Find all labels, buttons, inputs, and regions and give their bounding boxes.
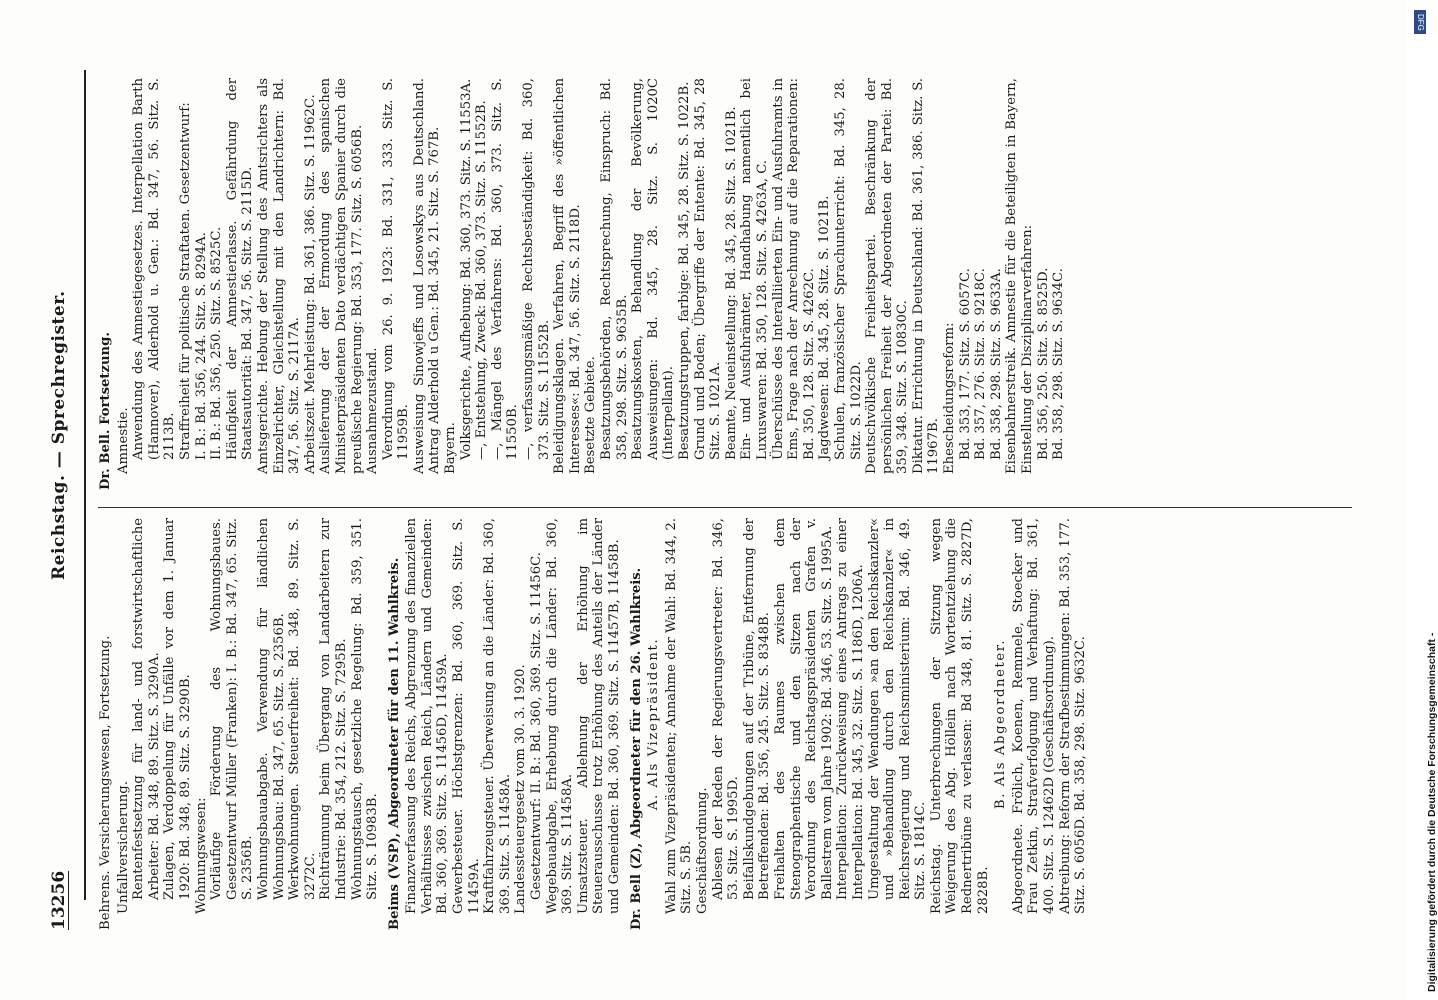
sub-entry: Ausnahmezustand. [365,347,381,474]
sub-entry: Werkwohnungen. Steuerfreiheit: Bd. 348, 89. Sitz. S. 3272C. [287,518,318,900]
sub-entry: Arbeitszeit. Mehrleistung: Bd. 361, 386. Sitz. S. 11962C. [302,94,318,474]
page-header [42,60,88,940]
sub-entry: Besatzungskosten, Behandlung der Bevölkerung, Ausweisungen: Bd. 345, 28. Sitz. S. 1020C (Interpellant). [630,78,677,460]
sub-entry: I. B.: Bd. 356, 244. Sitz. S. 8294A. [193,232,209,460]
sub-entry: Wahl zum Vizepräsidenten; Annahme der Wahl: Bd. 344, 2. Sitz. S. 5B. [663,518,695,914]
sub-entry: Geschäftsordnung. [694,787,710,914]
sub-entry: Bd. 356, 250. Sitz. S. 8525D. [1035,267,1051,460]
sub-entry: Amnestie. [115,407,131,474]
sub-entry: Schulen, französischer Sprachunterricht: Bd. 345, 28. Sitz. S. 1022D. [832,78,864,460]
header-rule [84,70,86,900]
sub-entry: Finanzverfassung des Reichs, Abgrenzung des finanziellen Verhältnisses zwischen Reich, Ländern und Gemeinden: Bd. 360, 369. Sitz. S. 11456D, 11459A. [404,518,451,914]
sub-entry: Umsatzsteuer. Ablehnung der Erhöhung im Steuerausschusse trotz Erhöhung des Anteils der Länder und Gemeinden: Bd. 360, 369. Sitz. S. 11457B, 11458B. [575,518,622,914]
sub-entry: Verordnung vom 26. 9. 1923: Bd. 331, 333. Sitz. S. 11959B. [380,78,412,460]
sub-entry: Ehescheidungsreform: [942,322,958,474]
sub-entry: Ausweisung Sinowjeffs und Losowskys aus Deutschland. Antrag Alderhold u Gen.: Bd. 345, 21. Sitz. S. 767B. [411,78,443,474]
right-column [98,78,1067,490]
section-heading: B. Als Abgeordneter. [993,638,1009,810]
sub-entry: Besatzungsbehörden, Rechtsprechung, Einspruch: Bd. 358, 298. Sitz. S. 9635B. [599,78,630,460]
entry-bell: Dr. Bell (Z), Abgeordneter für den 26. Wahlkreis. [628,567,644,930]
sub-entry: Abtreibung: Reform der Strafbestimmungen: Bd. 353, 177. Sitz. S. 6056D. Bd. 358, 298. Sitz. 9632C. [1057,518,1089,914]
sub-entry: Umgestaltung der Wendungen »an den Reichskanzler« und »Behandlung durch den Reichskanzler« in Reichsregierung und Reichsministerium: Bd. 346, 49. Sitz. S. 1814C. [866,518,929,900]
digitization-note: Digitalisierung gefördert durch die Deutsche Forschungsgemeinschaft - [1426,632,1438,992]
sub-entry: Landessteuergesetz vom 30. 3. 1920. [513,664,529,914]
sub-entry: Häufigkeit der Amnestierlasse. Gefährdung der Staatsautorität: Bd. 347, 56. Sitz. S. 2115D. [224,78,256,460]
sub-entry: Diktatur. Errichtung in Deutschland: Bd. 361, 386. Sitz. S. 11967B. [910,78,942,474]
sub-entry: Wohnungstausch, gesetzliche Regelung: Bd. 359, 351. Sitz. S. 10983B. [349,518,381,900]
sub-entry: Bd. 358, 298. Sitz. S. 9634C. [1051,268,1067,460]
sub-entry: Bd. 358, 298. Sitz. S. 9633A. [988,268,1004,460]
section-heading: A. Als Vizepräsident. [646,637,662,811]
sub-entry: Grund und Boden; Übergriffe der Entente: Bd. 345, 28 Sitz. S. 1021A. [692,78,724,460]
sub-entry: —, verfassungsmäßige Rechtsbeständigkeit: Bd. 360, 373. Sitz. S. 11552B. [521,78,552,460]
entry-bell-continued: Dr. Bell. Fortsetzung. [98,332,113,490]
sub-entry: Bd. 357, 276. Sitz. S. 9218C. [973,268,989,460]
sub-entry: Kraftfahrzeugsteuer. Überweisung an die Länder: Bd. 360, 369. Sitz. S. 11458A. [482,518,513,914]
sub-entry: Bayern. [443,422,459,474]
running-title: Reichstag. — Sprechregister. [49,290,69,580]
sub-entry: Wohnungswesen: [193,797,209,914]
dfg-logo-icon: DFG [1414,10,1426,34]
sub-entry: Besetzte Gebiete. [583,356,599,474]
sub-entry: Vorläufige Förderung des Wohnungsbaues. Gesetzentwurf Müller (Franken): I. B.: Bd. 347, 65. Sitz. S. 2356B. [209,518,256,900]
sub-entry: Wohnungsbauabgabe. Verwendung für ländlichen Wohnungsbau: Bd. 347, 65. Sitz. S. 2356B. [255,518,287,900]
sub-entry: Gesetzentwurf: II. B.: Bd. 360, 369. Sitz. S. 11456C. [529,552,545,900]
sub-entry: Ablesen der Reden der Regierungsvertreter: Bd. 346, 53. Sitz. S. 1995D. [710,518,742,900]
sub-entry: Eisenbahnerstreik. Amnestie für die Beteiligten in Bayern, Einstellung der Disziplinarverfahren: [1004,78,1036,474]
sub-entry: Bd. 353, 177. Sitz. S. 6057C. [957,268,973,460]
sub-entry: Wegebauabgabe, Erhebung durch die Länder: Bd. 360, 369. Sitz. S. 11458A. [544,518,576,914]
sub-entry: Interpellation: Zurückweisung eines Antrags zu einer Interpellation: Bd. 345, 32. Sitz. S. 1186D, 1206A. [835,518,866,900]
sub-entry: Richträumung beim Übergang von Landarbeitern zur Industrie: Bd. 354, 212. Sitz. S. 7295B. [318,518,349,900]
sub-entry: Gewerbesteuer. Höchstgrenzen: Bd. 360, 369. Sitz. S. 11459A. [451,518,482,914]
sub-entry: Besatzungstruppen, farbige: Bd. 345, 28. Sitz. S. 1022B. [676,81,692,460]
page-number: 13256 [49,870,69,930]
sub-entry: Deutschvölkische Freiheitspartei. Beschränkung der persönlichen Freiheit der Abgeordneten der Partei: Bd. 359, 348. Sitz. S. 10830C. [864,78,911,474]
sub-entry: Auslieferung der der Ermordung des spanischen Ministerpräsidenten Dato verdächtigen Spanier durch die preußische Regierung: Bd. 353, 177. Sitz. S. 6056B. [318,78,365,474]
margin-strip [1406,0,1438,1000]
sub-entry: —, Entstehung, Zweck: Bd. 360, 373. Sitz. S. 11552B. [474,100,490,460]
sub-entry: Unfallversicherung. [115,781,131,914]
sub-entry: Volksgerichte, Aufhebung: Bd. 360, 373. Sitz. S. 11553A. [458,78,474,460]
sub-entry: Reichstag. Unterbrechungen der Sitzung wegen Weigerung des Abg. Höllein nach Wortentziehung die Rednertribüne zu verlassen: Bd 348, 81. Sitz. S. 2827D, 2828B. [928,518,991,914]
sub-entry: Rentenfestsetzung für land- und forstwirtschaftliche Arbeiter: Bd. 348, 89. Sitz. S. 3290A. [131,518,162,900]
column-divider [98,507,1352,508]
sub-entry: Jagdwesen: Bd. 345, 28. Sitz. S. 1021B. [817,195,833,460]
entry-behrens: Behrens. Versicherungswesen, Fortsetzung. [98,635,113,930]
sub-entry: Straffreiheit für politische Straftaten. Gesetzentwurf: [177,102,193,460]
sub-entry: Beleidigungsklagen. Verfahren, Begriff des »öffentlichen Interesses«: Bd. 347, 56. Sitz. S. 2118D. [552,78,583,474]
sub-entry: Anwendung des Amnestiegesetzes. Interpellation Barth (Hannover), Alderhold u. Gen.: Bd. 347, 56. Sitz. S. 2113B. [131,78,178,460]
left-column [98,518,1089,930]
sub-entry: Beifallskundgebungen auf der Tribüne, Entfernung der Betreffenden: Bd. 356, 245. Sitz. S. 8348B. [741,518,773,900]
sub-entry: Freihalten des Raumes zwischen dem Stenographentische und den Sitzen nach der Verordnung des Reichstagspräsidenten Grafen v. Ballestrem vom Jahre 1902: Bd. 346, 53. Sitz. S. 1995A. [772,518,835,900]
sub-entry: II. B.: Bd. 356, 250. Sitz. S. 8525C. [209,226,225,460]
sub-entry: Beamte, Neueinstellung: Bd. 345, 28. Sitz. S. 1021B. [723,106,739,460]
rotated-register-page [42,60,1372,940]
sub-entry: Überschüsse des Interalliierten Ein- und Ausfuhramts in Ems, Frage nach der Anrechnung auf die Reparationen: Bd. 350, 128. Sitz. S. 4262C. [770,78,817,460]
sub-entry: Abgeordnete. Frölich, Koenen, Remmele, Stoecker und Frau Zetkin, Strafverfolgung und Verhaftung: Bd. 361, 400. Sitz. S. 12462D (Geschäftsordnung). [1010,518,1058,914]
sub-entry: —, Mängel des Verfahrens: Bd. 360, 373. Sitz. S. 11550B. [489,78,521,460]
sub-entry: Ein- und Ausfuhrämter, Handhabung namentlich bei Luxuswaren: Bd. 350, 128. Sitz. S. 4263A, C. [739,78,770,460]
entry-beims: Beims (VSP), Abgeordneter für den 11. Wahlkreis. [386,557,402,930]
sub-entry: Zulagen, Verdoppelung für Unfälle vor dem 1. Januar 1920: Bd. 348, 89. Sitz. S. 3290B. [162,518,193,900]
sub-entry: Amtsgerichte. Hebung der Stellung des Amtsrichters als Einzelrichter, Gleichstellung mit den Landrichtern: Bd. 347, 56. Sitz. S. 2117A. [255,78,303,474]
